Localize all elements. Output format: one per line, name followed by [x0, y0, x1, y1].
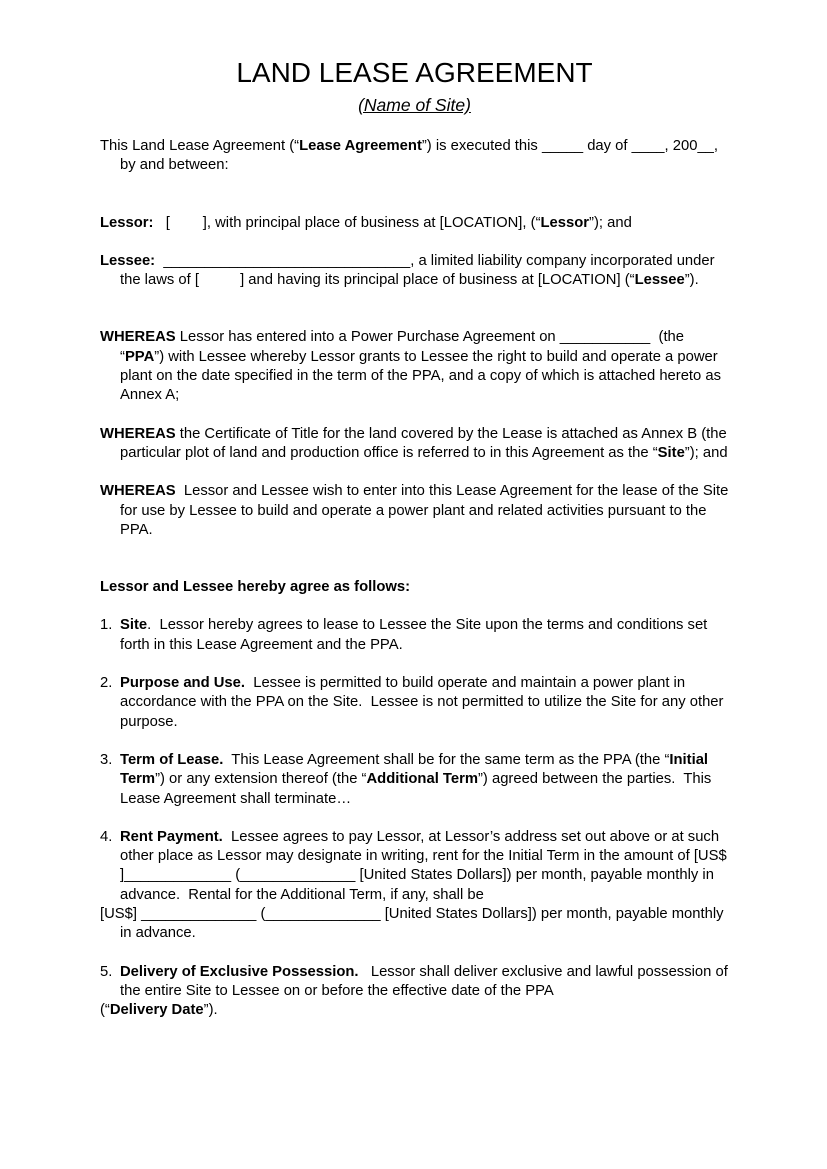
text-run: ”). — [203, 1002, 218, 1019]
clause-5-delivery — [100, 963, 732, 1002]
document-title: LAND LEASE AGREEMENT — [236, 57, 593, 88]
defined-term-lessee: Lessee — [634, 272, 685, 289]
clause-number: 3. — [100, 751, 113, 768]
clause-title-delivery-of-exclusive-possession: Delivery of Exclusive Possession. — [120, 963, 359, 980]
text-run: ”) with Lessee whereby Lessor grants to Lessee the right to build and operate a power plant on the date specified in the term of the PPA, and a copy of which is attached hereto as Annex A; — [120, 348, 725, 404]
clause-title-rent-payment: Rent Payment. — [120, 828, 223, 845]
text-run: Lessor shall deliver exclusive and lawful possession of the entire Site to Lessee on or before the effective date of the PPA — [120, 963, 732, 999]
text-run: [US$] ______________ (______________ [United States Dollars]) per month, payable monthly in advance. — [100, 906, 728, 942]
whereas-label: WHEREAS — [100, 483, 176, 500]
text-run: ”); and — [684, 444, 728, 461]
defined-term-delivery-date: Delivery Date — [109, 1002, 204, 1019]
clause-2-purpose-and-use — [100, 674, 729, 732]
whereas-label: WHEREAS — [100, 329, 176, 346]
whereas-clause-1 — [100, 328, 729, 405]
clause-4-rent-payment-continued — [100, 905, 729, 944]
lessee-clause — [100, 252, 729, 291]
agreement-heading: Lessor and Lessee hereby agree as follows: — [100, 579, 411, 596]
intro-paragraph — [100, 137, 729, 176]
defined-term-site: Site — [657, 444, 685, 461]
clause-title-purpose-and-use: Purpose and Use. — [120, 675, 245, 692]
whereas-clause-3 — [100, 482, 733, 540]
clause-5-delivery-continued — [100, 1001, 729, 1020]
lessee-label: Lessee: — [100, 252, 156, 269]
text-run: Lessee agrees to pay Lessor, at Lessor’s address set out above or at such other place as Lessor may designate in writing, rent for the Initial Term in the amount of [US$ ]_____________ (______________ [United States Dollars]) per month, payable monthly in advance. Rental for the Additional Term, if any, shall be — [120, 828, 731, 903]
clause-3-term-of-lease — [100, 751, 729, 809]
text-run: . Lessor hereby agrees to lease to Lessee the Site upon the terms and conditions set forth in this Lease Agreement and the PPA. — [120, 617, 712, 653]
text-run: Lessee is permitted to build operate and maintain a power plant in accordance with the PPA on the Site. Lessee is not permitted to utilize the Site for any other purpose. — [120, 675, 728, 730]
text-run: (“ — [100, 1002, 110, 1019]
whereas-clause-2 — [100, 425, 729, 464]
text-run: the Certificate of Title for the land covered by the Lease is attached as Annex B (the particular plot of land and production office is referred to in this Agreement as the “ — [120, 425, 731, 461]
text-run: This Land Lease Agreement (“ — [100, 138, 300, 154]
clause-number: 2. — [100, 675, 113, 692]
document-subtitle: (Name of Site) — [358, 95, 471, 115]
text-run: [ ], with principal place of business at [LOCATION], (“ — [153, 214, 541, 231]
text-run: ”) is executed this _____ day of ____, 200__, by and between: — [120, 138, 723, 174]
lessor-label: Lessor: — [100, 214, 154, 231]
clause-number: 1. — [100, 617, 113, 634]
text-run: ”). — [684, 272, 699, 289]
defined-term-ppa: PPA — [124, 348, 155, 365]
lessor-clause — [100, 214, 729, 233]
clause-4-rent-payment — [100, 828, 729, 905]
defined-term-initial-term: Initial Term — [120, 751, 713, 788]
text-run: ”); and — [589, 214, 632, 231]
defined-term-lease-agreement: Lease Agreement — [299, 138, 422, 154]
clause-title-site: Site — [120, 617, 148, 634]
text-run: ______________________________, a limited liability company incorporated under the laws of [ ] and having its principal place of business at [LOCATION] (“ — [120, 252, 719, 289]
clause-title-term-of-lease: Term of Lease. — [120, 751, 224, 768]
clause-1-site — [100, 616, 729, 655]
text-run: This Lease Agreement shall be for the same term as the PPA (the “ — [223, 751, 670, 768]
defined-term-lessor: Lessor — [540, 214, 590, 231]
text-run: Lessor and Lessee wish to enter into this Lease Agreement for the lease of the Site for use by Lessee to build and operate a power plant and related activities pursuant to the PPA. — [120, 483, 733, 538]
text-run: ”) or any extension thereof (the “ — [155, 771, 367, 788]
text-run: Lessor has entered into a Power Purchase Agreement on ___________ (the “ — [120, 329, 689, 365]
defined-term-additional-term: Additional Term — [366, 771, 478, 788]
whereas-label: WHEREAS — [100, 425, 176, 442]
text-run: ”) agreed between the parties. This Lease Agreement shall terminate… — [120, 771, 716, 807]
clause-number: 5. — [100, 963, 113, 980]
clause-number: 4. — [100, 828, 113, 845]
